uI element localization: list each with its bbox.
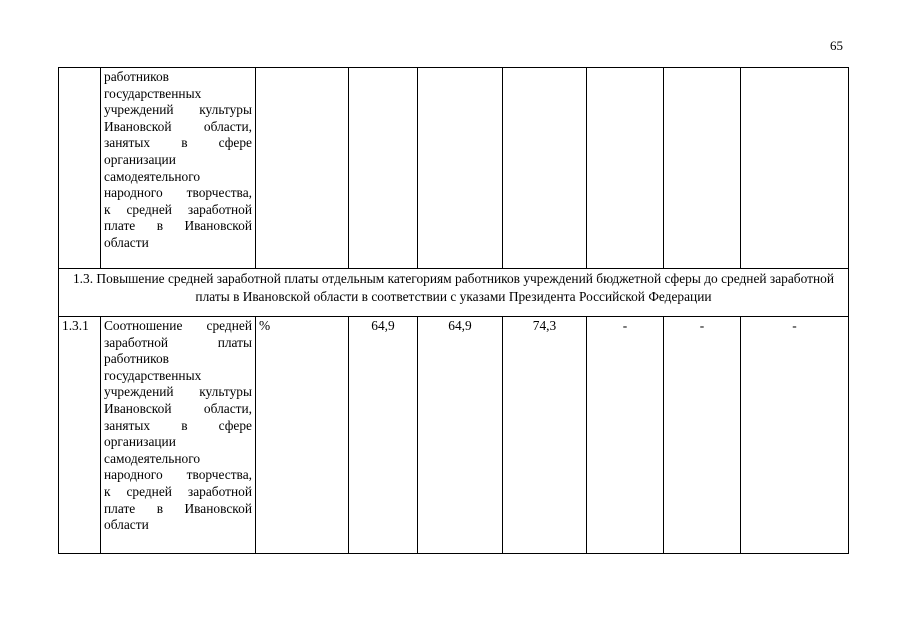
name-line: организации	[104, 151, 176, 167]
cell-number: 1.3.1	[59, 317, 101, 554]
cell-value	[741, 68, 849, 269]
name-line: Ивановской области,	[104, 400, 252, 416]
indicator-table	[58, 67, 849, 554]
name-line: государственных	[104, 367, 202, 383]
cell-unit: %	[256, 317, 349, 554]
name-line: народного творчества,	[104, 185, 252, 201]
cell-value: -	[587, 317, 664, 554]
cell-value: -	[664, 317, 741, 554]
name-line: Соотношение средней	[104, 318, 252, 333]
name-line: учреждений культуры	[104, 102, 252, 118]
name-line: плате в Ивановской	[104, 218, 252, 234]
name-line: работников	[104, 69, 169, 84]
name-line: самодеятельного	[104, 168, 201, 184]
name-line: к средней заработной	[104, 483, 252, 499]
cell-value	[349, 68, 418, 269]
name-line: Ивановской области,	[104, 118, 252, 134]
name-line: занятых в сфере	[104, 417, 252, 433]
name-line: народного творчества,	[104, 467, 252, 483]
name-line: области	[104, 517, 149, 533]
cell-indicator-name	[101, 317, 256, 554]
name-line: организации	[104, 434, 176, 450]
name-line: области	[104, 234, 149, 250]
page-number: 65	[830, 38, 843, 53]
cell-value	[587, 68, 664, 269]
name-line: плате в Ивановской	[104, 500, 252, 516]
section-heading: 1.3. Повышение средней заработной платы отдельным категориям работников учреждений бюджетной сферы до средней заработной платы в Ивановской области в соответствии с указами Президента Российской Федерации	[59, 269, 849, 317]
table-row-continuation	[59, 68, 849, 269]
name-line: учреждений культуры	[104, 384, 252, 400]
name-line: самодеятельного	[104, 450, 201, 466]
cell-value: 74,3	[503, 317, 587, 554]
name-line: заработной платы	[104, 334, 252, 350]
cell-number	[59, 68, 101, 269]
cell-value: 64,9	[418, 317, 503, 554]
cell-value	[664, 68, 741, 269]
table-row-section	[59, 269, 849, 317]
cell-value: -	[741, 317, 849, 554]
cell-unit	[256, 68, 349, 269]
name-line: государственных	[104, 85, 202, 101]
cell-value	[418, 68, 503, 269]
table-row-indicator	[59, 317, 849, 554]
cell-value: 64,9	[349, 317, 418, 554]
name-line: занятых в сфере	[104, 135, 252, 151]
cell-indicator-name	[101, 68, 256, 269]
name-line: работников	[104, 351, 169, 367]
cell-value	[503, 68, 587, 269]
name-line: к средней заработной	[104, 201, 252, 217]
